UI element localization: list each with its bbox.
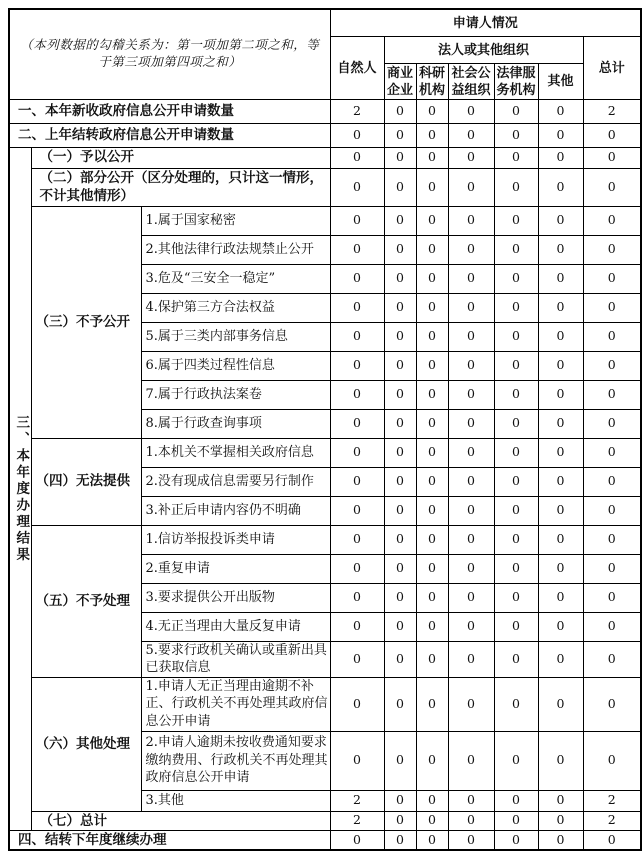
- value-cell: 0: [448, 264, 494, 293]
- value-cell: 0: [416, 409, 448, 438]
- section-three-vertical-label: [9, 147, 31, 830]
- value-cell: 0: [494, 496, 538, 525]
- value-cell: 0: [448, 409, 494, 438]
- sub-item-label: 7.属于行政执法案卷: [141, 380, 330, 409]
- value-cell: 0: [583, 641, 641, 677]
- value-cell: 2: [330, 790, 384, 811]
- value-cell: 0: [583, 293, 641, 322]
- value-cell: 0: [416, 99, 448, 123]
- value-cell: 0: [416, 293, 448, 322]
- col-header-legal-org: 法人或其他组织: [384, 36, 583, 63]
- value-cell: 0: [416, 496, 448, 525]
- value-cell: 0: [416, 731, 448, 790]
- sub-item-label: 1.属于国家秘密: [141, 206, 330, 235]
- value-cell: 0: [538, 168, 583, 206]
- value-cell: 0: [538, 409, 583, 438]
- sub-item-label: 1.本机关不掌握相关政府信息: [141, 438, 330, 467]
- table-row: [9, 123, 641, 147]
- sub-item-label: 8.属于行政查询事项: [141, 409, 330, 438]
- value-cell: 0: [330, 235, 384, 264]
- value-cell: 0: [384, 123, 416, 147]
- value-cell: 0: [583, 554, 641, 583]
- value-cell: 0: [494, 99, 538, 123]
- value-cell: 2: [330, 811, 384, 830]
- value-cell: 0: [448, 811, 494, 830]
- value-cell: 0: [330, 123, 384, 147]
- value-cell: 0: [330, 731, 384, 790]
- value-cell: 0: [384, 235, 416, 264]
- value-cell: 0: [494, 830, 538, 850]
- sub-item-label: 3.其他: [141, 790, 330, 811]
- value-cell: 0: [416, 380, 448, 409]
- value-cell: 0: [384, 351, 416, 380]
- value-cell: 0: [494, 583, 538, 612]
- value-cell: 0: [538, 525, 583, 554]
- value-cell: 0: [494, 168, 538, 206]
- value-cell: 0: [384, 293, 416, 322]
- value-cell: 0: [384, 830, 416, 850]
- value-cell: 0: [583, 467, 641, 496]
- value-cell: 0: [538, 830, 583, 850]
- value-cell: 0: [384, 438, 416, 467]
- value-cell: 0: [583, 612, 641, 641]
- value-cell: 0: [330, 147, 384, 168]
- value-cell: 0: [384, 409, 416, 438]
- table-row: [9, 811, 641, 830]
- value-cell: 0: [384, 731, 416, 790]
- value-cell: 0: [330, 583, 384, 612]
- value-cell: 0: [330, 380, 384, 409]
- sub-item-label: 3.补正后申请内容仍不明确: [141, 496, 330, 525]
- table-row: [9, 147, 641, 168]
- value-cell: 0: [416, 554, 448, 583]
- value-cell: 0: [384, 380, 416, 409]
- value-cell: 0: [416, 235, 448, 264]
- value-cell: 0: [538, 612, 583, 641]
- value-cell: 0: [448, 467, 494, 496]
- value-cell: 0: [583, 380, 641, 409]
- section-label-refused-disclosure: （三）不予公开: [31, 206, 141, 438]
- row-label-section-total: （七）总计: [31, 811, 330, 830]
- value-cell: 0: [583, 351, 641, 380]
- col-header-public-welfare-org: 社会公益组织: [448, 63, 494, 99]
- value-cell: 0: [538, 790, 583, 811]
- value-cell: 0: [416, 830, 448, 850]
- section-label-other-handling: （六）其他处理: [31, 677, 141, 811]
- value-cell: 0: [384, 677, 416, 731]
- value-cell: 0: [384, 641, 416, 677]
- value-cell: 2: [583, 811, 641, 830]
- value-cell: 0: [330, 467, 384, 496]
- value-cell: 0: [538, 147, 583, 168]
- value-cell: 0: [416, 790, 448, 811]
- value-cell: 0: [583, 235, 641, 264]
- value-cell: 0: [384, 99, 416, 123]
- value-cell: 0: [384, 168, 416, 206]
- value-cell: 0: [538, 264, 583, 293]
- value-cell: 0: [538, 293, 583, 322]
- value-cell: 0: [494, 731, 538, 790]
- value-cell: 0: [494, 380, 538, 409]
- value-cell: 0: [416, 322, 448, 351]
- value-cell: 0: [494, 351, 538, 380]
- row-label-granted-disclosure: （一）予以公开: [31, 147, 330, 168]
- value-cell: 0: [384, 467, 416, 496]
- value-cell: 0: [538, 322, 583, 351]
- value-cell: 2: [583, 790, 641, 811]
- value-cell: 0: [494, 123, 538, 147]
- value-cell: 0: [494, 525, 538, 554]
- value-cell: 0: [583, 147, 641, 168]
- value-cell: 0: [538, 496, 583, 525]
- value-cell: 0: [583, 438, 641, 467]
- value-cell: 0: [384, 554, 416, 583]
- value-cell: 0: [448, 322, 494, 351]
- value-cell: 0: [448, 99, 494, 123]
- value-cell: 0: [538, 351, 583, 380]
- value-cell: 0: [448, 438, 494, 467]
- sub-item-label: 3.要求提供公开出版物: [141, 583, 330, 612]
- value-cell: 0: [448, 790, 494, 811]
- value-cell: 0: [583, 731, 641, 790]
- value-cell: 0: [384, 322, 416, 351]
- value-cell: 0: [538, 811, 583, 830]
- value-cell: 0: [538, 235, 583, 264]
- row-label-new-applications: 一、本年新收政府信息公开申请数量: [9, 99, 330, 123]
- value-cell: 0: [448, 641, 494, 677]
- sub-item-label: 4.无正当理由大量反复申请: [141, 612, 330, 641]
- value-cell: 0: [494, 438, 538, 467]
- table-row: [9, 206, 641, 235]
- value-cell: 0: [330, 409, 384, 438]
- value-cell: 2: [330, 99, 384, 123]
- table-row: [9, 677, 641, 731]
- value-cell: 0: [416, 168, 448, 206]
- sub-item-label: 2.重复申请: [141, 554, 330, 583]
- value-cell: 0: [384, 264, 416, 293]
- disclosure-applications-table: [8, 8, 642, 851]
- sub-item-label: 2.其他法律行政法规禁止公开: [141, 235, 330, 264]
- col-header-legal-service-org: 法律服务机构: [494, 63, 538, 99]
- value-cell: 0: [416, 351, 448, 380]
- value-cell: 0: [538, 380, 583, 409]
- value-cell: 0: [384, 583, 416, 612]
- value-cell: 0: [416, 438, 448, 467]
- sub-item-label: 2.申请人逾期未按收费通知要求缴纳费用、行政机关不再处理其政府信息公开申请: [141, 731, 330, 790]
- col-header-other-org: 其他: [538, 63, 583, 99]
- value-cell: 0: [494, 677, 538, 731]
- value-cell: 0: [583, 168, 641, 206]
- value-cell: 0: [448, 206, 494, 235]
- value-cell: 0: [448, 380, 494, 409]
- value-cell: 0: [494, 293, 538, 322]
- vertical-label-text: 三、本年度办理结果: [14, 414, 30, 563]
- value-cell: 0: [384, 612, 416, 641]
- value-cell: 0: [583, 123, 641, 147]
- sub-item-label: 5.属于三类内部事务信息: [141, 322, 330, 351]
- value-cell: 0: [583, 525, 641, 554]
- value-cell: 0: [448, 525, 494, 554]
- value-cell: 0: [494, 811, 538, 830]
- col-header-total: 总计: [583, 36, 641, 99]
- value-cell: 0: [330, 554, 384, 583]
- reconciliation-note: （本列数据的勾稽关系为：第一项加第二项之和，等于第三项加第四项之和）: [9, 9, 330, 99]
- value-cell: 0: [448, 235, 494, 264]
- value-cell: 0: [416, 264, 448, 293]
- value-cell: 0: [583, 496, 641, 525]
- value-cell: 0: [448, 830, 494, 850]
- value-cell: 0: [448, 583, 494, 612]
- value-cell: 0: [583, 322, 641, 351]
- value-cell: 0: [448, 168, 494, 206]
- table-row: [9, 525, 641, 554]
- value-cell: 0: [494, 322, 538, 351]
- value-cell: 0: [330, 438, 384, 467]
- row-label-partial-disclosure: （二）部分公开（区分处理的，只计这一情形，不计其他情形）: [31, 168, 330, 206]
- value-cell: 0: [583, 677, 641, 731]
- value-cell: 0: [416, 147, 448, 168]
- value-cell: 0: [448, 351, 494, 380]
- value-cell: 0: [416, 206, 448, 235]
- value-cell: 0: [416, 525, 448, 554]
- value-cell: 0: [538, 206, 583, 235]
- value-cell: 0: [538, 123, 583, 147]
- value-cell: 2: [583, 99, 641, 123]
- value-cell: 0: [416, 123, 448, 147]
- value-cell: 0: [538, 438, 583, 467]
- row-label-carried-to-next-year: 四、结转下年度继续办理: [9, 830, 330, 850]
- table-row: [9, 438, 641, 467]
- value-cell: 0: [330, 293, 384, 322]
- value-cell: 0: [494, 264, 538, 293]
- sub-item-label: 5.要求行政机关确认或重新出具已获取信息: [141, 641, 330, 677]
- value-cell: 0: [538, 731, 583, 790]
- value-cell: 0: [494, 554, 538, 583]
- sub-item-label: 1.申请人无正当理由逾期不补正、行政机关不再处理其政府信息公开申请: [141, 677, 330, 731]
- value-cell: 0: [538, 677, 583, 731]
- value-cell: 0: [384, 206, 416, 235]
- sub-item-label: 6.属于四类过程性信息: [141, 351, 330, 380]
- value-cell: 0: [538, 99, 583, 123]
- value-cell: 0: [416, 612, 448, 641]
- value-cell: 0: [494, 612, 538, 641]
- value-cell: 0: [448, 147, 494, 168]
- value-cell: 0: [583, 583, 641, 612]
- value-cell: 0: [448, 612, 494, 641]
- value-cell: 0: [583, 830, 641, 850]
- value-cell: 0: [494, 467, 538, 496]
- value-cell: 0: [330, 322, 384, 351]
- col-header-commercial-enterprise: 商业企业: [384, 63, 416, 99]
- col-header-research-institution: 科研机构: [416, 63, 448, 99]
- section-label-not-processed: （五）不予处理: [31, 525, 141, 677]
- value-cell: 0: [384, 525, 416, 554]
- value-cell: 0: [416, 677, 448, 731]
- value-cell: 0: [538, 641, 583, 677]
- row-label-carried-over-applications: 二、上年结转政府信息公开申请数量: [9, 123, 330, 147]
- value-cell: 0: [494, 641, 538, 677]
- value-cell: 0: [494, 409, 538, 438]
- value-cell: 0: [494, 147, 538, 168]
- col-header-natural-person: 自然人: [330, 36, 384, 99]
- value-cell: 0: [416, 583, 448, 612]
- value-cell: 0: [583, 409, 641, 438]
- value-cell: 0: [448, 677, 494, 731]
- table-row: [9, 168, 641, 206]
- value-cell: 0: [416, 641, 448, 677]
- value-cell: 0: [330, 264, 384, 293]
- value-cell: 0: [494, 790, 538, 811]
- value-cell: 0: [538, 554, 583, 583]
- section-label-unable-to-provide: （四）无法提供: [31, 438, 141, 525]
- value-cell: 0: [494, 206, 538, 235]
- value-cell: 0: [330, 612, 384, 641]
- value-cell: 0: [384, 496, 416, 525]
- value-cell: 0: [538, 583, 583, 612]
- sub-item-label: 2.没有现成信息需要另行制作: [141, 467, 330, 496]
- sub-item-label: 4.保护第三方合法权益: [141, 293, 330, 322]
- value-cell: 0: [583, 264, 641, 293]
- value-cell: 0: [330, 677, 384, 731]
- value-cell: 0: [330, 525, 384, 554]
- value-cell: 0: [384, 147, 416, 168]
- value-cell: 0: [583, 206, 641, 235]
- sub-item-label: 3.危及“三安全一稳定”: [141, 264, 330, 293]
- value-cell: 0: [494, 235, 538, 264]
- value-cell: 0: [330, 351, 384, 380]
- value-cell: 0: [538, 467, 583, 496]
- value-cell: 0: [384, 790, 416, 811]
- value-cell: 0: [330, 168, 384, 206]
- table-row: [9, 830, 641, 850]
- value-cell: 0: [416, 811, 448, 830]
- value-cell: 0: [384, 811, 416, 830]
- table-row: [9, 99, 641, 123]
- value-cell: 0: [448, 496, 494, 525]
- value-cell: 0: [416, 467, 448, 496]
- sub-item-label: 1.信访举报投诉类申请: [141, 525, 330, 554]
- value-cell: 0: [330, 641, 384, 677]
- value-cell: 0: [330, 830, 384, 850]
- value-cell: 0: [330, 496, 384, 525]
- header-applicant-status: 申请人情况: [330, 9, 641, 36]
- value-cell: 0: [448, 554, 494, 583]
- value-cell: 0: [330, 206, 384, 235]
- value-cell: 0: [448, 293, 494, 322]
- value-cell: 0: [448, 731, 494, 790]
- value-cell: 0: [448, 123, 494, 147]
